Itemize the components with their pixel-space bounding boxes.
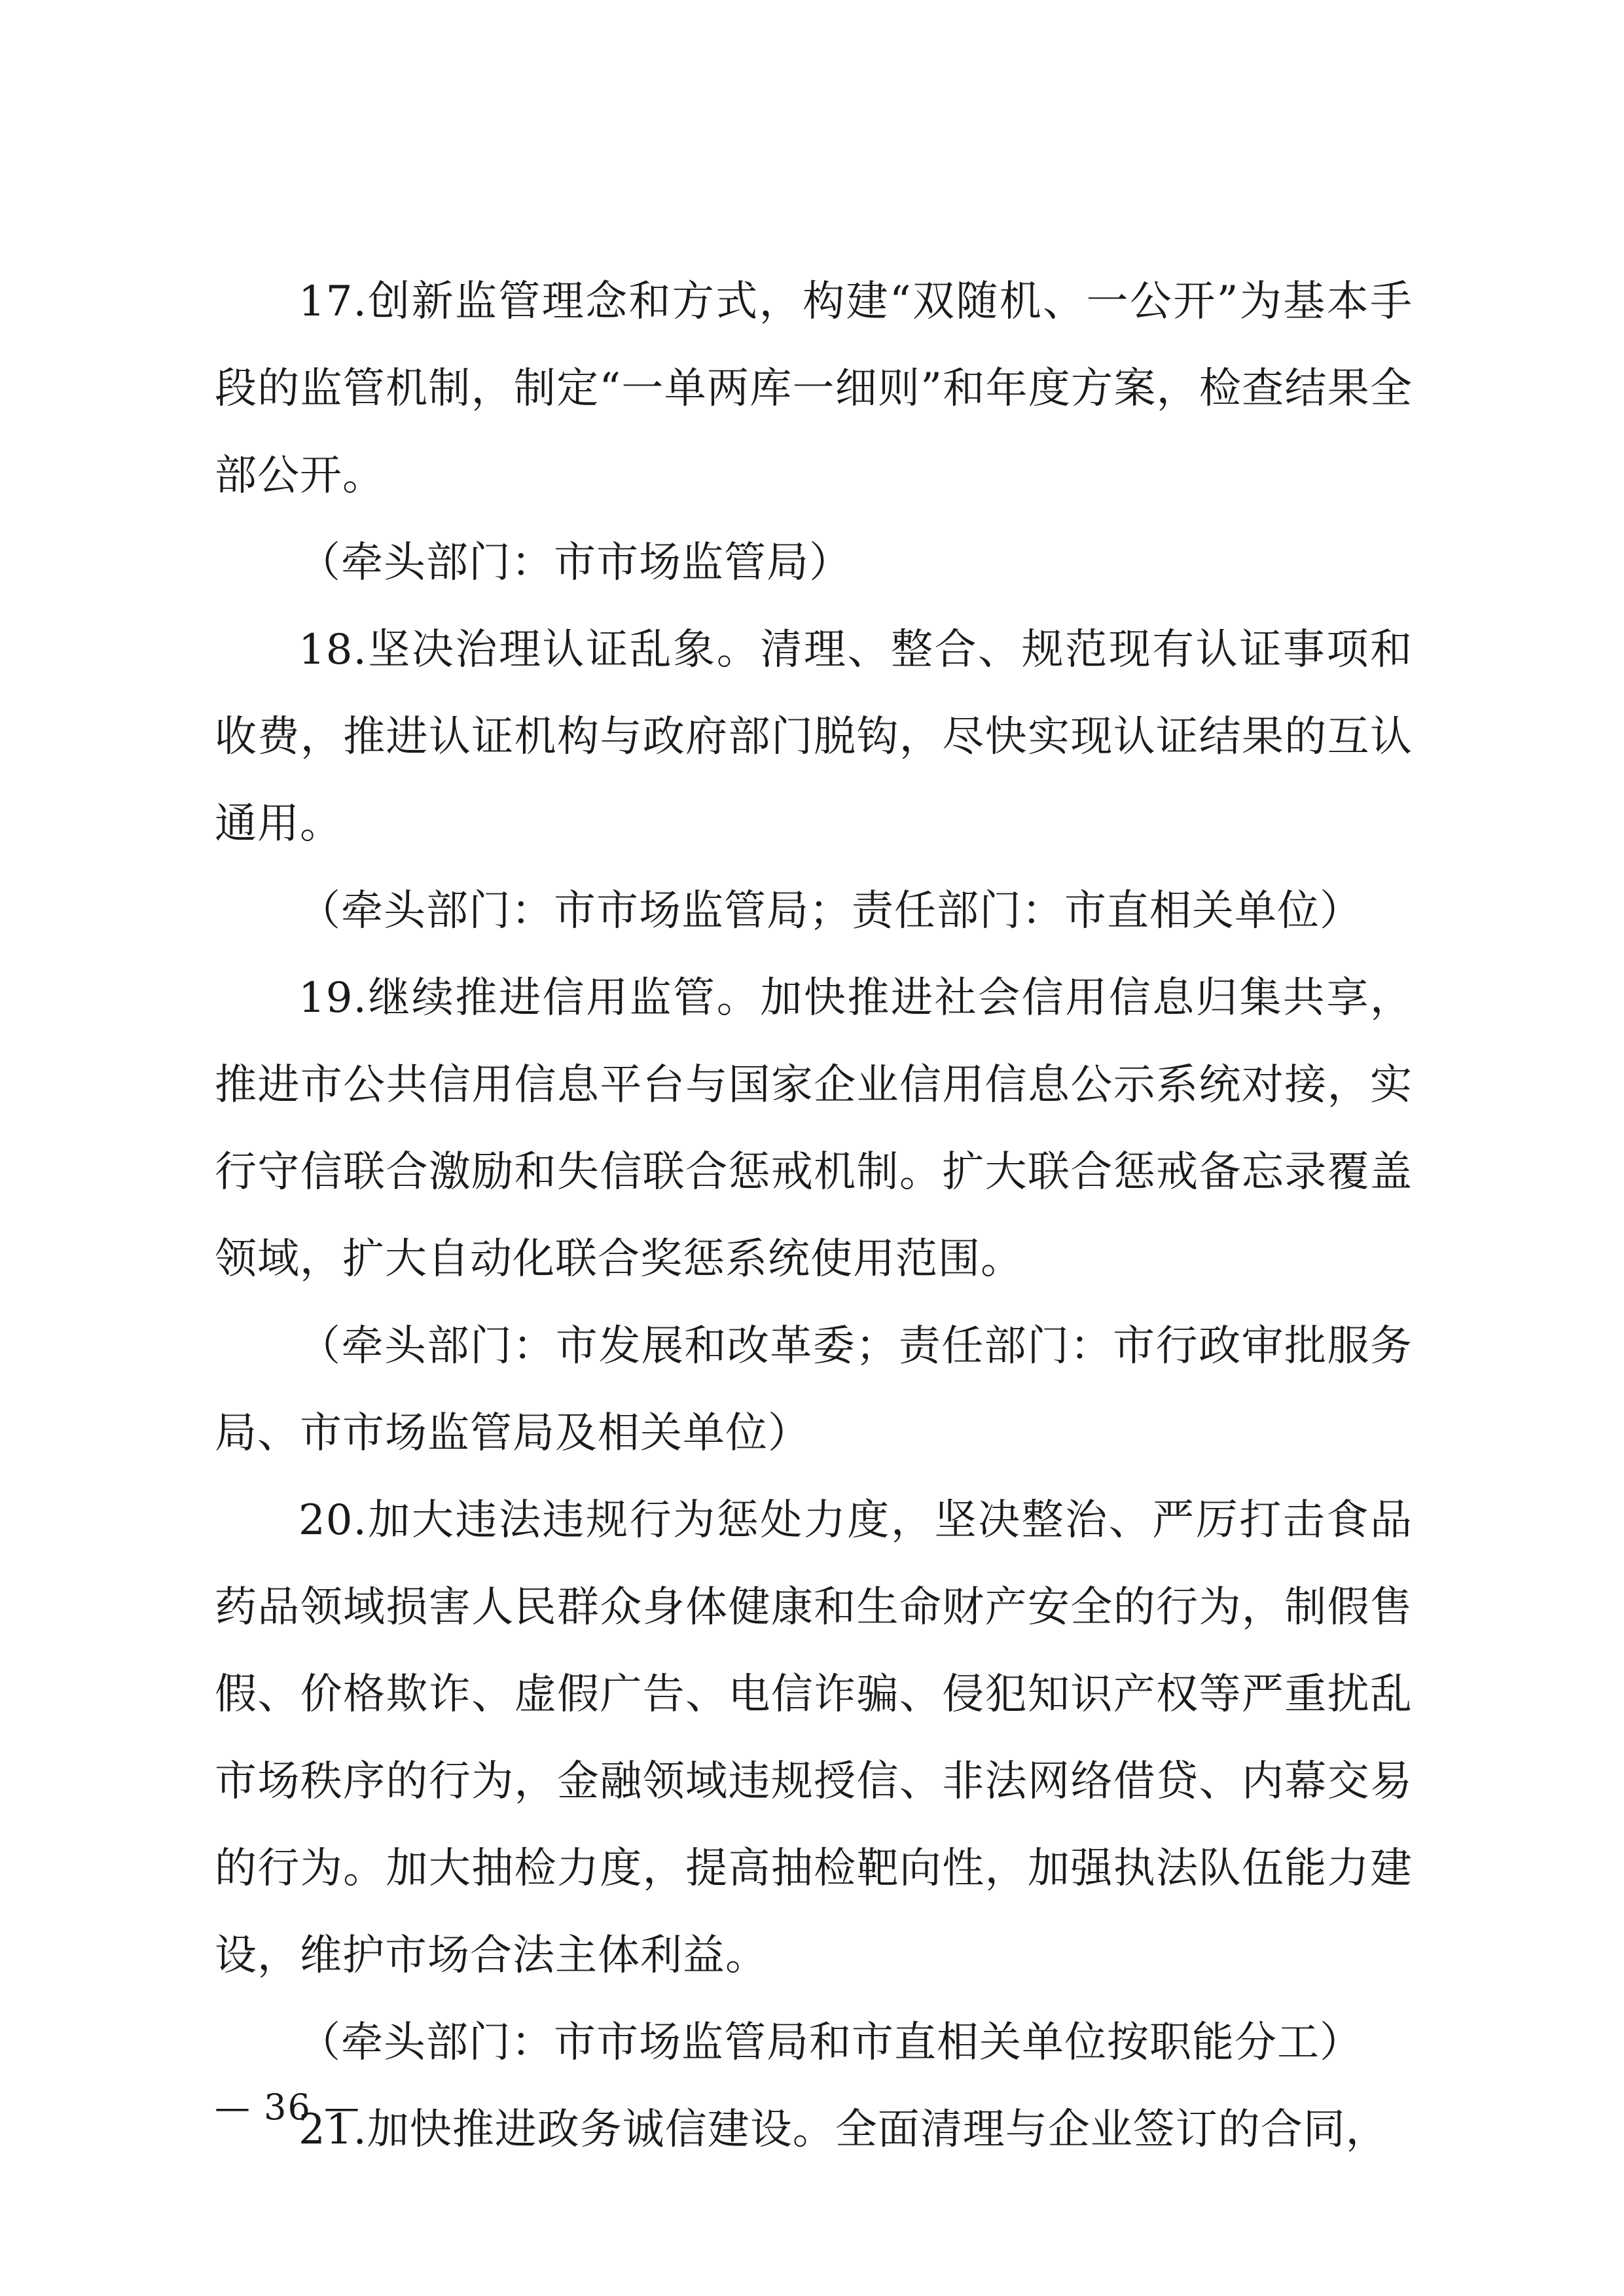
paragraph-item-17: 17.创新监管理念和方式，构建“双随机、一公开”为基本手段的监管机制，制定“一单两库一细则”和年度方案，检查结果全部公开。: [215, 278, 1413, 500]
page-number: — 36 —: [215, 2087, 361, 2128]
lead-department-18: （牵头部门：市市场监管局；责任部门：市直相关单位）: [298, 887, 1362, 935]
lead-department-20: （牵头部门：市市场监管局和市直相关单位按职能分工）: [298, 2018, 1362, 2067]
document-body: [215, 259, 1413, 2174]
paragraph-item-21: 21.加快推进政务诚信建设。全面清理与企业签订的合同，: [298, 2106, 1388, 2154]
paragraph-item-19: 19.继续推进信用监管。加快推进社会信用信息归集共享，推进市公共信用信息平台与国家企业信用信息公示系统对接，实行守信联合激励和失信联合惩戒机制。扩大联合惩戒备忘录覆盖领域，扩大自动化联合奖惩系统使用范围。: [215, 974, 1413, 1283]
lead-department-17: （牵头部门：市市场监管局）: [298, 539, 852, 587]
lead-department-19: （牵头部门：市发展和改革委；责任部门：市行政审批服务局、市市场监管局及相关单位）: [215, 1322, 1413, 1458]
paragraph-item-20: 20.加大违法违规行为惩处力度，坚决整治、严厉打击食品药品领域损害人民群众身体健康和生命财产安全的行为，制假售假、价格欺诈、虚假广告、电信诈骗、侵犯知识产权等严重扰乱市场秩序的行为，金融领域违规授信、非法网络借贷、内幕交易的行为。加大抽检力度，提高抽检靶向性，加强执法队伍能力建设，维护市场合法主体利益。: [215, 1496, 1413, 1980]
paragraph-item-18: 18.坚决治理认证乱象。清理、整合、规范现有认证事项和收费，推进认证机构与政府部门脱钩，尽快实现认证结果的互认通用。: [215, 626, 1413, 848]
